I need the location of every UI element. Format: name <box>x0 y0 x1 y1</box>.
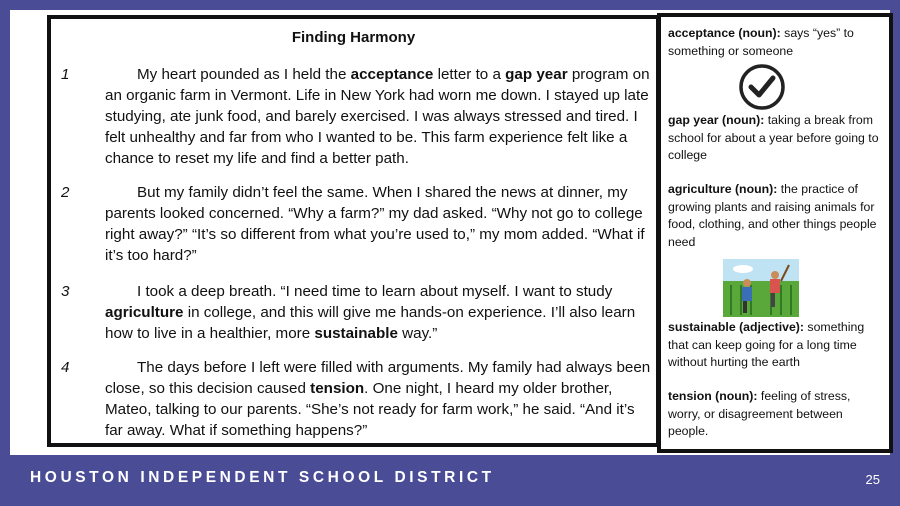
vocab-entry-agriculture <box>668 181 886 251</box>
paragraph-number: 2 <box>61 184 70 201</box>
vocab-entry-gap-year <box>668 112 886 165</box>
vocab-definition: something that can keep going for a long time without hurting the earth <box>668 320 865 369</box>
vocab-term: tension (noun): <box>668 389 758 403</box>
vocab-word: sustainable <box>314 325 398 342</box>
vocabulary-sidebar <box>657 13 893 453</box>
page-number: 25 <box>865 472 880 487</box>
footer-bar <box>0 456 900 506</box>
vocab-term: agriculture (noun): <box>668 182 778 196</box>
text-run: But my family didn’t feel the same. When I shared the news at dinner, my parents looked concerned. “Why a farm?” my dad asked. “Why not go to college right away?” “It’s so different from what you’re used to,” my mom added. “What if it’s too hard?” <box>105 184 645 264</box>
text-run: The days before I left were filled with arguments. My family had always been close, so this decision caused <box>105 359 651 397</box>
text-run: I took a deep breath. “I need time to learn about myself. I want to study <box>137 283 613 300</box>
vocab-word: gap year <box>505 66 568 83</box>
vocab-entry-acceptance <box>668 25 886 60</box>
text-run: program on an organic farm in Vermont. Life in New York had worn me down. I stayed up late studying, ate junk food, and barely exercised. I was always stressed and tired. I felt unhealthy and far from who I wanted to be. This farm experience felt like a chance to reset my life and find a better path. <box>105 66 650 167</box>
paragraph-text <box>105 64 651 169</box>
vocab-entry-sustainable <box>668 319 886 372</box>
vocab-word: acceptance <box>350 66 434 83</box>
paragraph-text <box>105 357 651 441</box>
paragraph-3 <box>61 281 651 344</box>
vocab-term: sustainable (adjective): <box>668 320 804 334</box>
paragraph-number: 3 <box>61 283 70 300</box>
paragraph-1 <box>61 64 651 169</box>
farmers-in-field-image <box>723 259 799 317</box>
text-run: letter to a <box>433 66 506 83</box>
paragraph-number: 4 <box>61 359 70 376</box>
vocab-definition: the practice of growing plants and raising animals for food, clothing, and other things people need <box>668 182 877 249</box>
vocab-term: acceptance (noun): <box>668 26 781 40</box>
text-run: . One night, I heard my older brother, Mateo, talking to our parents. “She’s not ready for farm work,” he said. “And it’s far away. What if something happens?” <box>105 380 635 439</box>
vocab-word: tension <box>310 380 365 397</box>
vocab-definition: says “yes” to something or someone <box>668 26 854 58</box>
text-run: My heart pounded as I held the <box>137 66 351 83</box>
paragraph-2 <box>61 182 651 266</box>
paragraph-text <box>105 281 651 344</box>
vocab-term: gap year (noun): <box>668 113 765 127</box>
vocab-word: agriculture <box>105 304 184 321</box>
vocab-definition: feeling of stress, worry, or disagreement between people. <box>668 389 851 438</box>
paragraph-number: 1 <box>61 66 70 83</box>
text-run: way.” <box>397 325 438 342</box>
district-name: HOUSTON INDEPENDENT SCHOOL DISTRICT <box>30 469 495 486</box>
passage-title: Finding Harmony <box>291 29 416 46</box>
checkmark-circle-icon <box>738 63 786 111</box>
reading-passage-box <box>47 15 660 447</box>
text-run: in college, and this will give me hands-on experience. I’ll also learn how to live in a healthier, more <box>105 304 636 342</box>
vocab-entry-tension <box>668 388 886 441</box>
vocab-definition: taking a break from school for about a year before going to college <box>668 113 879 162</box>
paragraph-text <box>105 182 651 266</box>
paragraph-4 <box>61 357 651 441</box>
